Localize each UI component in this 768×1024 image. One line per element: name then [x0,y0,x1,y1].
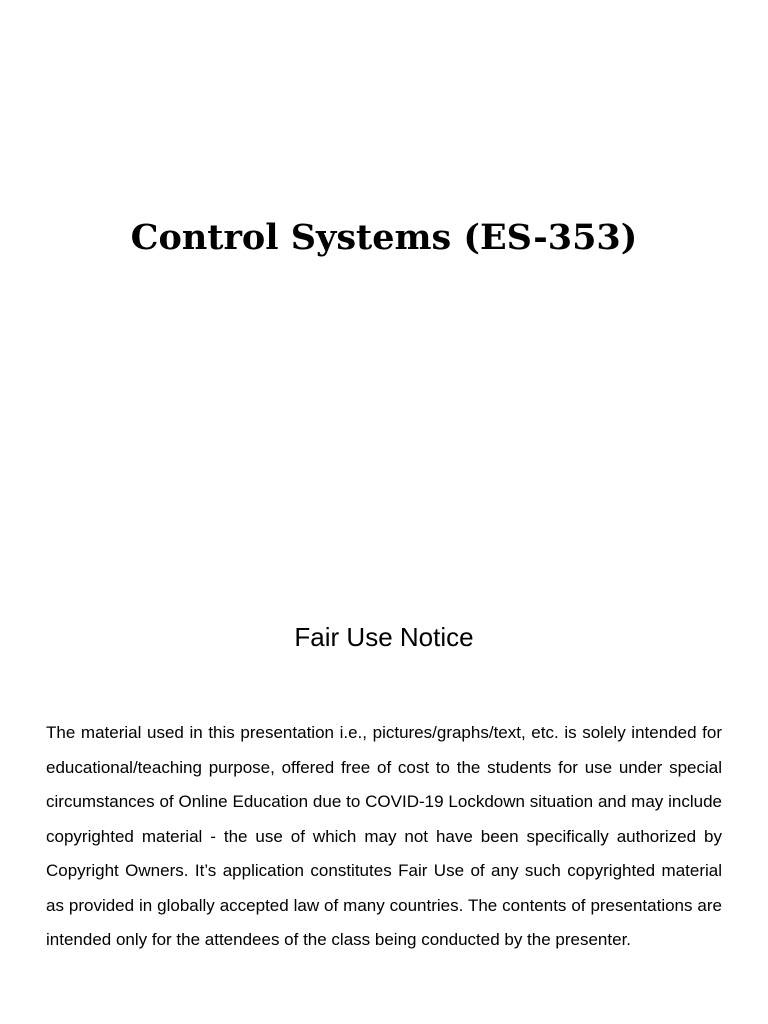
page-title: Control Systems (ES-353) [130,217,638,258]
fair-use-paragraph: The material used in this presentation i.e., pictures/graphs/text, etc. is solely intended for educational/teaching purpose, offered free of cost to the students for use under special circumstances of Online Education due to COVID-19 Lockdown situation and may include copyrighted material - the use of which may not have been specifically authorized by Copyright Owners. It’s application constitutes Fair Use of any such copyrighted material as provided in globally accepted law of many countries. The contents of presentations are intended only for the attendees of the class being conducted by the presenter. [46,723,722,949]
fair-use-heading: Fair Use Notice [294,622,474,652]
